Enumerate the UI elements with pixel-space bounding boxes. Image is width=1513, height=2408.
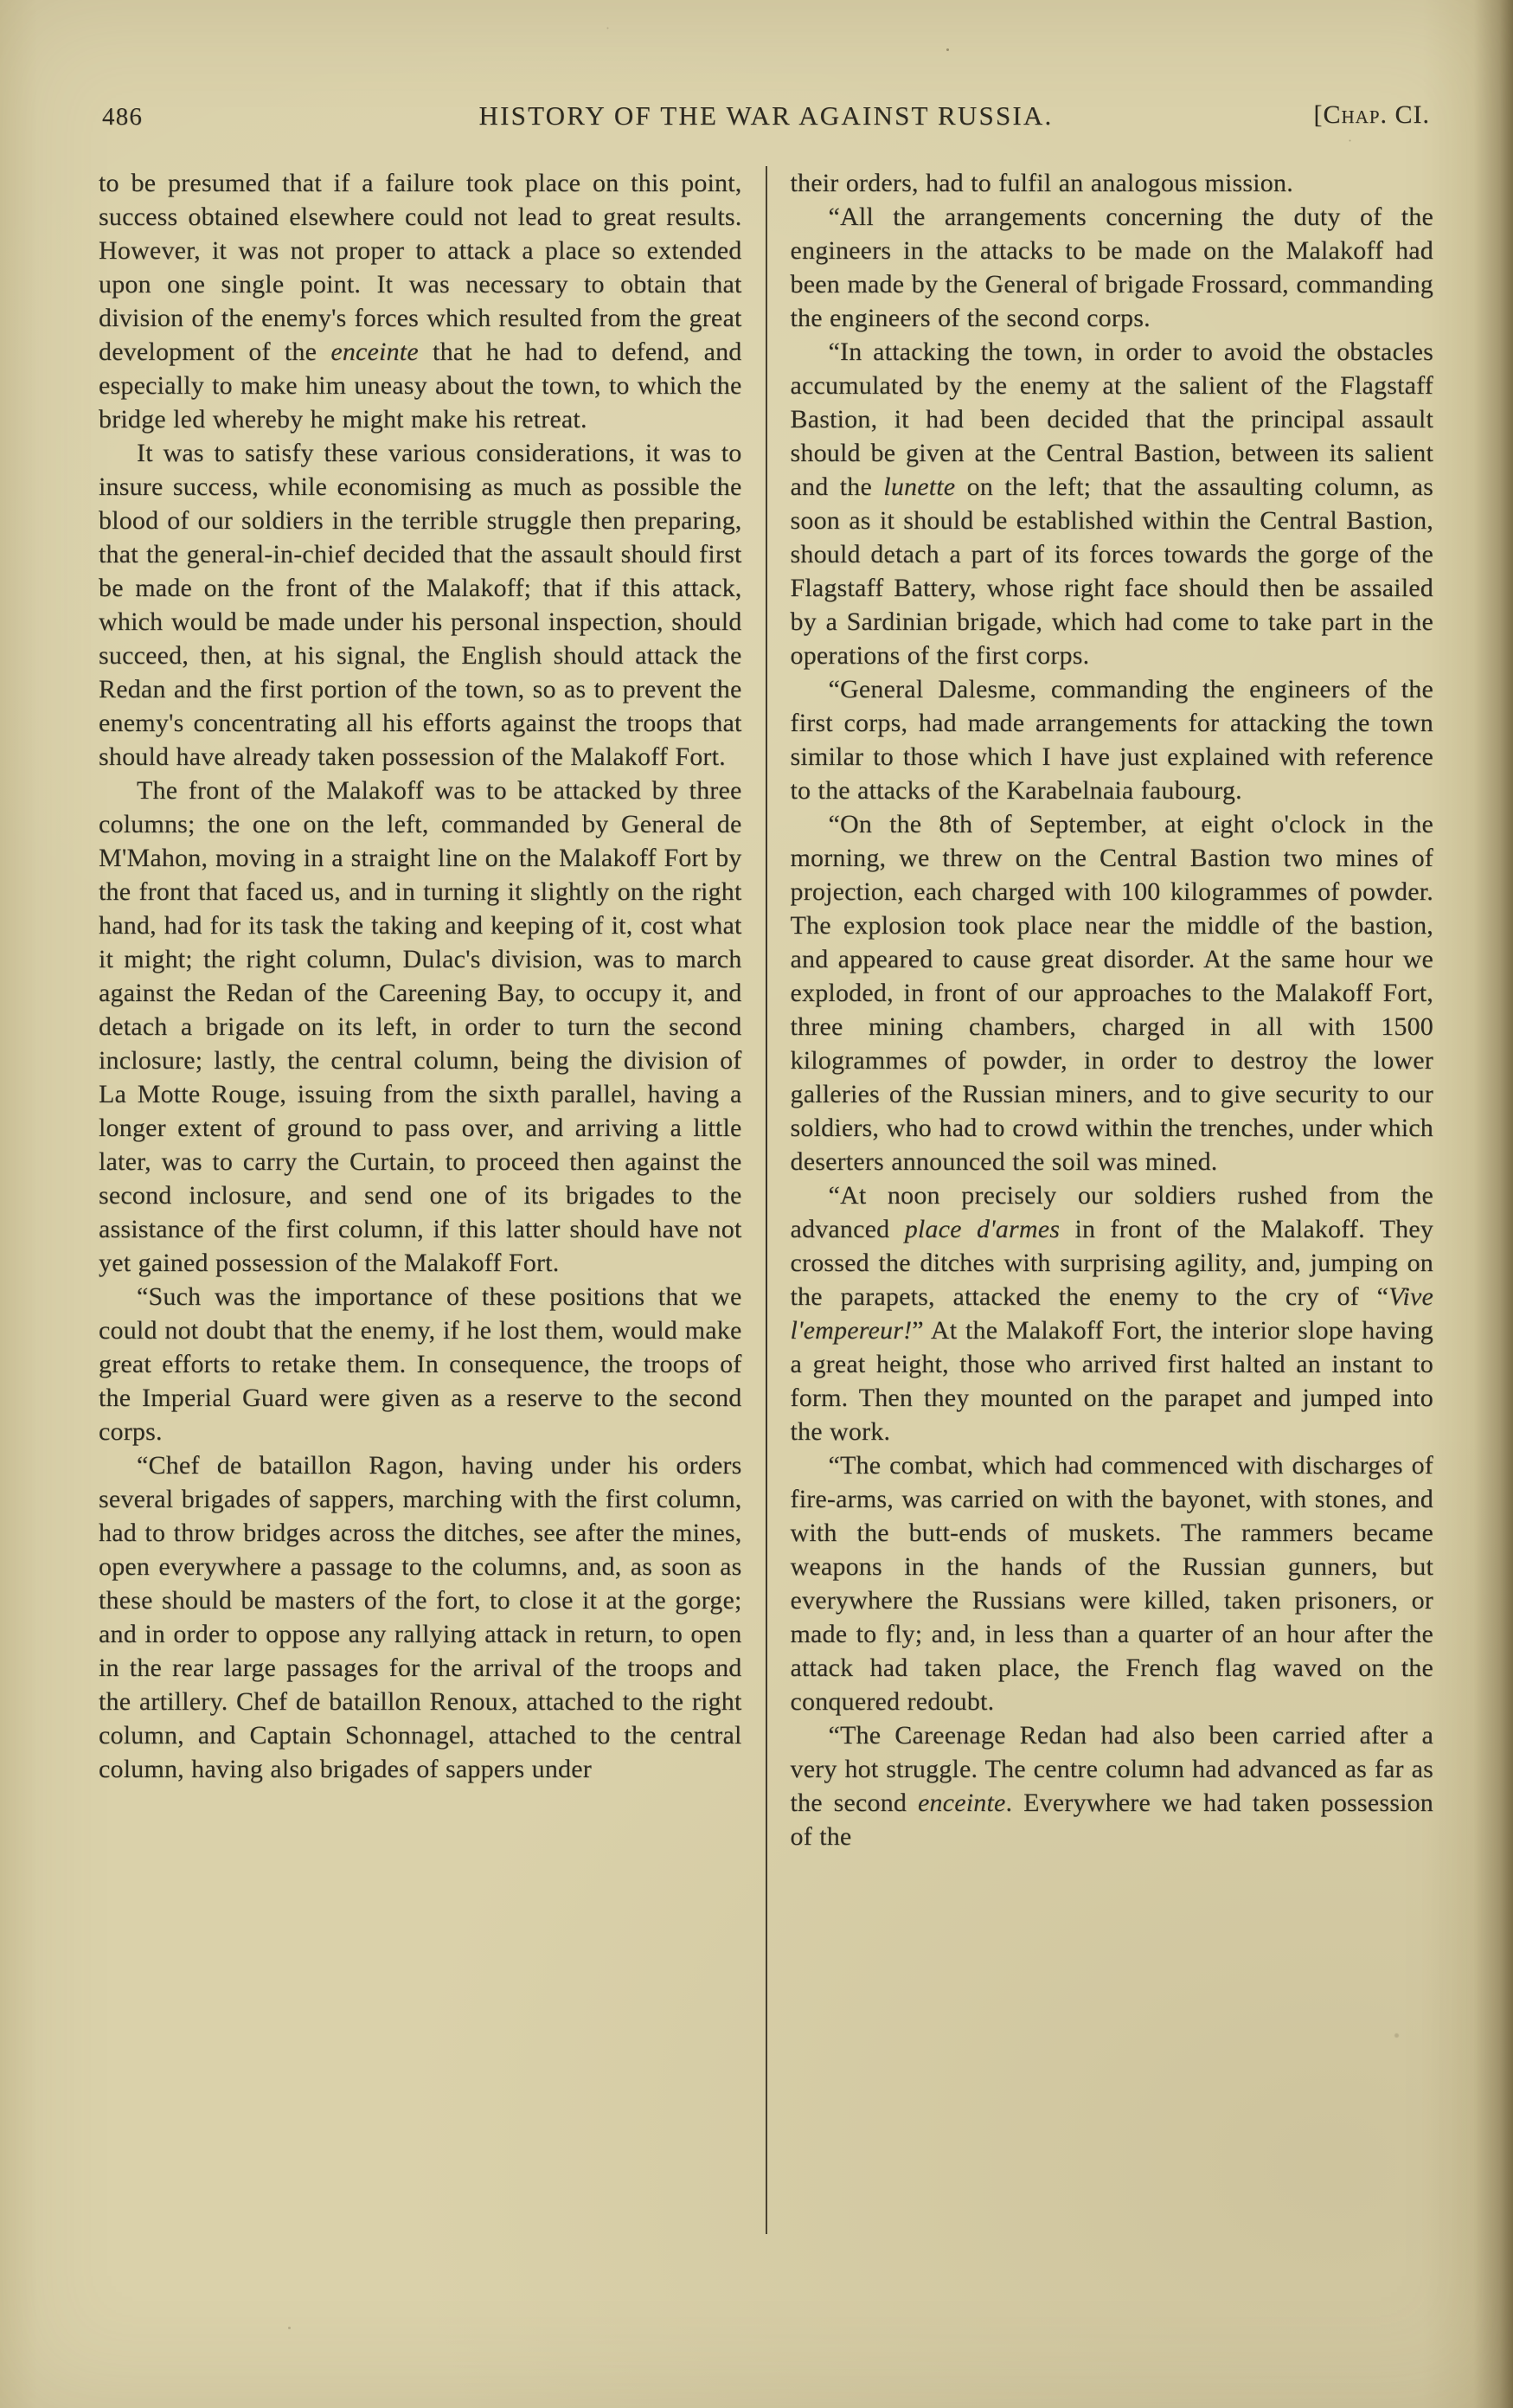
italic-text: Vive l'empereur! xyxy=(790,1282,1433,1345)
text-run: . Everywhere we had taken possession of the xyxy=(790,1788,1433,1851)
paragraph xyxy=(99,1280,742,1448)
right-column xyxy=(767,166,1434,2234)
left-column xyxy=(99,166,766,2234)
text-run: It was to satisfy these various considerations, it was to insure success, while economising as much as possible the blood of our soldiers in the terrible struggle then preparing, that the general-in-chief decided that the assault should first be made on the front of the Malakoff; that if this attack, which would be made under his personal inspection, should succeed, then, at his signal, the English should attack the Redan and the first portion of the town, so as to prevent the enemy's concentrating all his efforts against the troops that should have already taken possession of the Malakoff Fort. xyxy=(99,439,742,771)
text-run: “On the 8th of September, at eight o'clock in the morning, we threw on the Central Bastion two mines of projection, each charged with 100 kilogrammes of powder. The explosion took place near the middle of the bastion, and appeared to cause great disorder. At the same hour we exploded, in front of our approaches to the Malakoff Fort, three mining chambers, charged in all with 1500 kilogrammes of powder, in order to destroy the lower galleries of the Russian miners, and to give security to our soldiers, who had to crowd within the trenches, under which deserters announced the soil was mined. xyxy=(790,810,1433,1176)
text-run: “At noon precisely our soldiers rushed from the advanced xyxy=(790,1181,1433,1243)
text-run: “Such was the importance of these positions that we could not doubt that the enemy, if he lost them, would make great efforts to retake them. In consequence, the troops of the Imperial Guard were given as a reserve to the second corps. xyxy=(99,1282,742,1446)
text-run: “The Careenage Redan had also been carried after a very hot struggle. The centre column had advanced as far as the second xyxy=(790,1721,1433,1817)
paragraph xyxy=(791,1718,1434,1853)
italic-text: place d'armes xyxy=(904,1215,1061,1243)
paragraph xyxy=(99,436,742,774)
running-title: HISTORY OF THE WAR AGAINST RUSSIA. xyxy=(478,100,1054,131)
text-run: “General Dalesme, commanding the engineers of the first corps, had made arrangements for attacking the town similar to those which I have just explained with reference to the attacks of the Karabelnaia faubourg. xyxy=(790,675,1433,805)
page-header xyxy=(102,87,1430,132)
italic-text: enceinte xyxy=(330,337,419,366)
paragraph xyxy=(791,200,1434,335)
text-run: “The combat, which had commenced with discharges of fire-arms, was carried on with the bayonet, with stones, and with the butt-ends of muskets. The rammers became weapons in the hands of the Russian gunners, but everywhere the Russians were killed, taken prisoners, or made to fly; and, in less than a quarter of an hour after the attack had taken place, the French flag waved on the conquered redoubt. xyxy=(790,1451,1433,1716)
text-body xyxy=(99,166,1433,2234)
page-number: 486 xyxy=(102,103,144,131)
text-run: “All the arrangements concerning the duty of the engineers in the attacks to be made on the Malakoff had been made by the General of brigade Frossard, commanding the engineers of the second corps. xyxy=(790,202,1433,332)
paragraph xyxy=(791,807,1434,1178)
paragraph xyxy=(99,1448,742,1786)
paragraph xyxy=(791,335,1434,672)
text-run: to be presumed that if a failure took place on this point, success obtained elsewhere could not lead to great results. However, it was not proper to attack a place so extended upon one single point. It was necessary to obtain that division of the enemy's forces which resulted from the great development of the xyxy=(99,169,742,366)
text-run: The front of the Malakoff was to be attacked by three columns; the one on the left, commanded by General de M'Mahon, moving in a straight line on the Malakoff Fort by the front that faced us, and in turning it slightly on the right hand, had for its task the taking and keeping of it, cost what it might; the right column, Dulac's division, was to march against the Redan of the Careening Bay, to occupy it, and detach a brigade on its left, in order to turn the second inclosure; lastly, the central column, being the division of La Motte Rouge, issuing from the sixth parallel, having a longer extent of ground to pass over, and arriving a little later, was to carry the Curtain, to proceed then against the second inclosure, and send one of its brigades to the assistance of the first column, if this latter should have not yet gained possession of the Malakoff Fort. xyxy=(99,776,742,1277)
paragraph xyxy=(99,774,742,1280)
paragraph xyxy=(791,1178,1434,1448)
paragraph xyxy=(791,672,1434,807)
paragraph xyxy=(99,166,742,436)
text-run: on the left; that the assaulting column, as soon as it should be established within the Central Bastion, should detach a part of its forces towards the gorge of the Flagstaff Battery, whose right face should then be assailed by a Sardinian brigade, which had come to take part in the operations of the first corps. xyxy=(790,472,1433,670)
text-run: “In attacking the town, in order to avoid the obstacles accumulated by the enemy at the salient of the Flagstaff Bastion, it had been decided that the principal assault should be given at the Central Bastion, between its salient and the xyxy=(790,337,1433,501)
text-run: that he had to defend, and especially to make him uneasy about the town, to which the bridge led whereby he might make his retreat. xyxy=(99,337,742,433)
text-run: in front of the Malakoff. They crossed the ditches with surprising agility, and, jumping on the parapets, attacked the enemy to the cry of “ xyxy=(790,1215,1433,1311)
text-run: “Chef de bataillon Ragon, having under his orders several brigades of sappers, marching with the first column, had to throw bridges across the ditches, see after the mines, open everywhere a passage to the columns, and, as soon as these should be masters of the fort, to close it at the gorge; and in order to oppose any rallying attack in return, to open in the rear large passages for the arrival of the troops and the artillery. Chef de bataillon Renoux, attached to the right column, and Captain Schonnagel, attached to the central column, having also brigades of sappers under xyxy=(99,1451,742,1783)
text-run: their orders, had to fulfil an analogous mission. xyxy=(790,169,1293,197)
italic-text: lunette xyxy=(883,472,956,501)
paragraph xyxy=(791,166,1434,200)
paragraph xyxy=(791,1448,1434,1718)
text-run: ” At the Malakoff Fort, the interior slope having a great height, those who arrived first halted an instant to form. Then they mounted on the parapet and jumped into the work. xyxy=(790,1316,1433,1446)
paper-speckles xyxy=(0,0,4,4)
chapter-reference: [Chap. CI. xyxy=(1313,100,1430,129)
italic-text: enceinte xyxy=(917,1788,1006,1817)
